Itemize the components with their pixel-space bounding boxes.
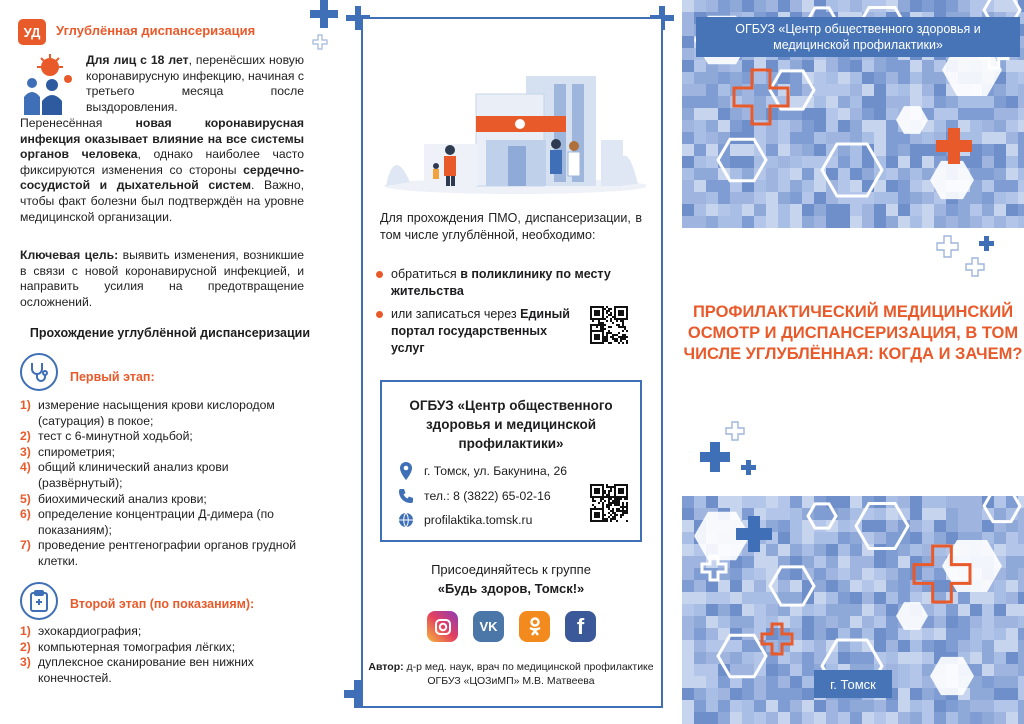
list-item [20, 655, 304, 686]
list-item [20, 640, 304, 656]
clinic-illustration [376, 54, 646, 194]
list-item [20, 460, 304, 491]
list-item [20, 507, 304, 538]
list-text: проведение рентгенографии органов грудной клетки. [38, 538, 297, 568]
site-row [398, 512, 532, 528]
join-line2: «Будь здоров, Томск!» [437, 581, 585, 596]
globe-icon [398, 512, 414, 528]
stage2-list [20, 624, 304, 686]
list-item [20, 429, 304, 445]
list-number: 5) [20, 491, 31, 506]
plus-outline-icon [312, 34, 328, 50]
list-text: измерение насыщения крови кислородом (сатурация) в покое; [38, 398, 275, 428]
join-line1: Присоединяйтесь к группе [431, 562, 591, 577]
list-text: эхокардиография; [38, 624, 142, 638]
list-number: 3) [20, 444, 31, 459]
qr-code-gosuslugi[interactable] [590, 306, 628, 344]
facebook-icon[interactable]: f [565, 611, 596, 642]
list-item [20, 538, 304, 569]
panel-header: Углублённая диспансеризация [56, 23, 256, 38]
stage1-title: Первый этап: [70, 370, 155, 384]
panel-cover [682, 0, 1024, 724]
location-pin-icon [398, 462, 414, 480]
address-text: г. Томск, ул. Бакунина, 26 [424, 464, 567, 478]
how-to-intro: Для прохождения ПМО, диспансеризации, в том числе углублённой, необходимо: [380, 211, 642, 242]
list-text: компьютерная томография лёгких; [38, 639, 236, 654]
stage1-list [20, 398, 304, 570]
list-number: 1) [20, 624, 31, 638]
list-text: дуплексное сканирование вен нижних конечностей. [38, 655, 254, 685]
plus-icon [310, 0, 338, 28]
list-number: 6) [20, 507, 31, 522]
list-item [20, 445, 304, 461]
cover-org: ОГБУЗ «Центр общественного здоровья и медицинской профилактики» [696, 17, 1020, 57]
author-note: Автор: д-р мед. наук, врач по медицинской профилактике ОГБУЗ «ЦОЗиМП» М.В. Матвеева [368, 661, 654, 687]
phone-row [398, 488, 551, 504]
list-number: 7) [20, 538, 31, 553]
clipboard-icon [20, 582, 58, 620]
list-number: 3) [20, 655, 31, 670]
list-number: 2) [20, 639, 31, 654]
covid-impact-paragraph: Перенесённая новая коронавирусная инфекция оказывает влияние на все системы органов человека, однако наиболее часто фиксируются изменения со стороны сердечно-сосудистой и дыхательной систем. Важно, чтобы факт болезни был подтверждён на уровне медицинской организации. [20, 116, 305, 224]
list-item [20, 398, 304, 429]
city-label: г. Томск [814, 670, 892, 698]
key-goal-paragraph: Ключевая цель: выявить изменения, возникшие в связи с новой коронавирусной инфекцией, и направить усилия на предотвращение осложнений. [20, 248, 304, 309]
bullet-gosuslugi: или записаться через Единый портал государственных услуг [376, 306, 572, 357]
list-number: 2) [20, 429, 31, 444]
intro-rest: , перенёсших новую коронавирусную инфекцию, начиная с третьего месяца после выздоровления. [86, 53, 305, 114]
list-item [20, 624, 304, 640]
ud-badge: УД [18, 19, 46, 45]
panel-deep-dispensary [0, 0, 340, 724]
cover-title: ПРОФИЛАКТИЧЕСКИЙ МЕДИЦИНСКИЙ ОСМОТР И ДИСПАНСЕРИЗАЦИЯ, В ТОМ ЧИСЛЕ УГЛУБЛЁННАЯ: КОГДА И ЗАЧЕМ? [683, 303, 1023, 363]
qr-code-site[interactable] [590, 484, 628, 522]
phone-icon [398, 488, 414, 504]
panel-how-to [340, 0, 682, 724]
phone-text[interactable]: тел.: 8 (3822) 65-02-16 [424, 489, 551, 503]
list-text: биохимический анализ крови; [38, 491, 207, 506]
list-item [20, 492, 304, 508]
list-text: спирометрия; [38, 444, 115, 459]
stethoscope-icon [20, 353, 58, 391]
list-number: 1) [20, 398, 31, 412]
stage2-title: Второй этап (по показаниям): [70, 597, 255, 611]
vk-icon[interactable]: VK [473, 611, 504, 642]
odnoklassniki-icon[interactable] [519, 611, 550, 642]
instagram-icon[interactable] [427, 611, 458, 642]
section-title: Прохождение углублённой диспансеризации [29, 326, 311, 340]
contact-org: ОГБУЗ «Центр общественного здоровья и медицинской профилактики» [409, 398, 613, 451]
list-number: 4) [20, 460, 31, 475]
covid-people-illustration [16, 53, 78, 115]
list-text: тест с 6-минутной ходьбой; [38, 429, 193, 444]
site-link[interactable]: profilaktika.tomsk.ru [424, 513, 533, 527]
list-text: общий клинический анализ крови (развёрнутый); [38, 460, 229, 490]
list-text: определение концентрации Д-димера (по показаниям); [38, 507, 274, 537]
intro-text [86, 53, 304, 115]
contact-box [380, 380, 642, 542]
bullet-clinic: обратиться в поликлинику по месту жительства [376, 266, 648, 300]
intro-bold: Для лиц с 18 лет [86, 53, 189, 67]
address-row [398, 462, 567, 480]
